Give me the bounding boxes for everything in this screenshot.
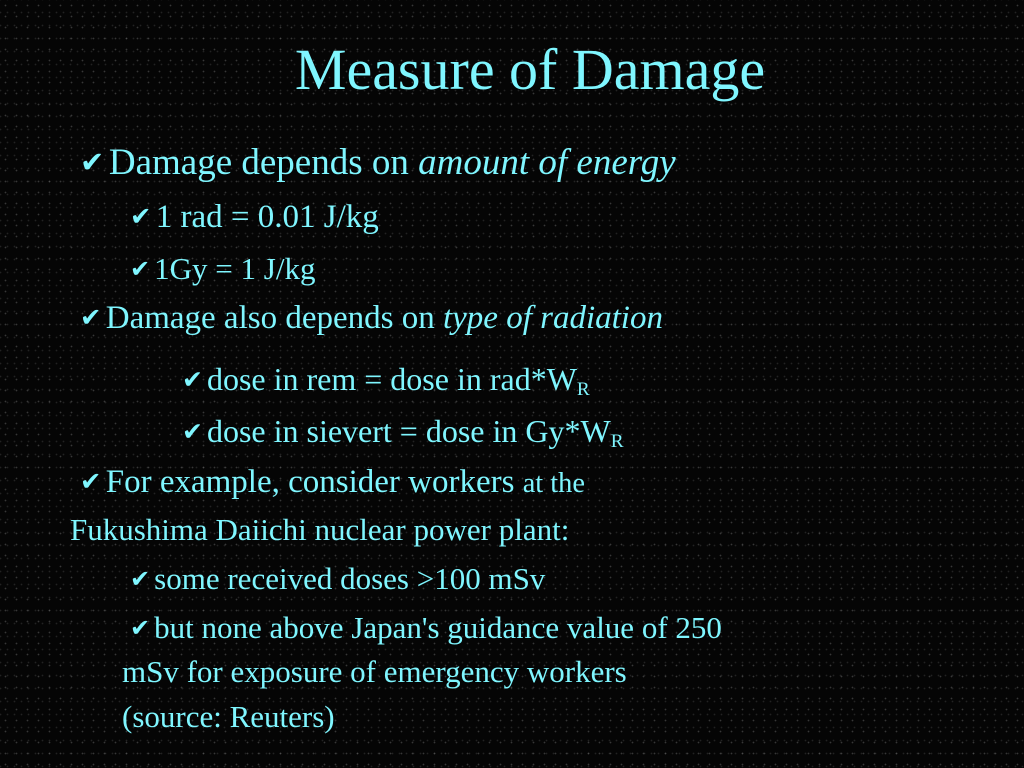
emphasis-text: type of radiation bbox=[442, 300, 663, 336]
bullet-rad-definition: ✔ 1 rad = 0.01 J/kg bbox=[130, 199, 379, 235]
checkmark-icon: ✔ bbox=[182, 367, 203, 395]
bullet-fukushima-continuation: Fukushima Daiichi nuclear power plant: bbox=[70, 512, 570, 547]
bullet-fukushima-example: ✔ For example, consider workers at the bbox=[80, 464, 585, 500]
bullet-guidance-value: ✔ but none above Japan's guidance value of 250 bbox=[130, 610, 722, 645]
checkmark-icon: ✔ bbox=[80, 302, 102, 332]
checkmark-icon: ✔ bbox=[130, 566, 151, 594]
bullet-type-of-radiation: ✔ Damage also depends on type of radiation bbox=[80, 300, 663, 336]
bullet-dose-in-sievert: ✔ dose in sievert = dose in $Gy*W_R$ bbox=[182, 413, 624, 452]
checkmark-icon: ✔ bbox=[80, 146, 105, 179]
subscript-r: R bbox=[576, 378, 590, 400]
bullet-guidance-continuation: mSv for exposure of emergency workers bbox=[122, 654, 627, 689]
bullet-gray-definition: ✔ 1Gy = 1 J/kg bbox=[130, 251, 316, 286]
bullet-doses-received: ✔ some received doses >100 mSv bbox=[130, 561, 546, 596]
bullet-dose-in-rem: ✔ dose in rem = dose in $rad*W_R$ bbox=[182, 361, 590, 400]
bullet-amount-of-energy: ✔ Damage depends on amount of energy bbox=[80, 142, 676, 183]
checkmark-icon: ✔ bbox=[130, 256, 151, 284]
checkmark-icon: ✔ bbox=[130, 615, 151, 643]
subscript-r: R bbox=[610, 430, 624, 452]
checkmark-icon: ✔ bbox=[130, 201, 152, 231]
slide-title: Measure of Damage bbox=[294, 37, 766, 102]
source-citation: (source: Reuters) bbox=[122, 699, 335, 734]
checkmark-icon: ✔ bbox=[182, 419, 203, 447]
checkmark-icon: ✔ bbox=[80, 466, 102, 496]
emphasis-text: amount of energy bbox=[418, 142, 676, 183]
